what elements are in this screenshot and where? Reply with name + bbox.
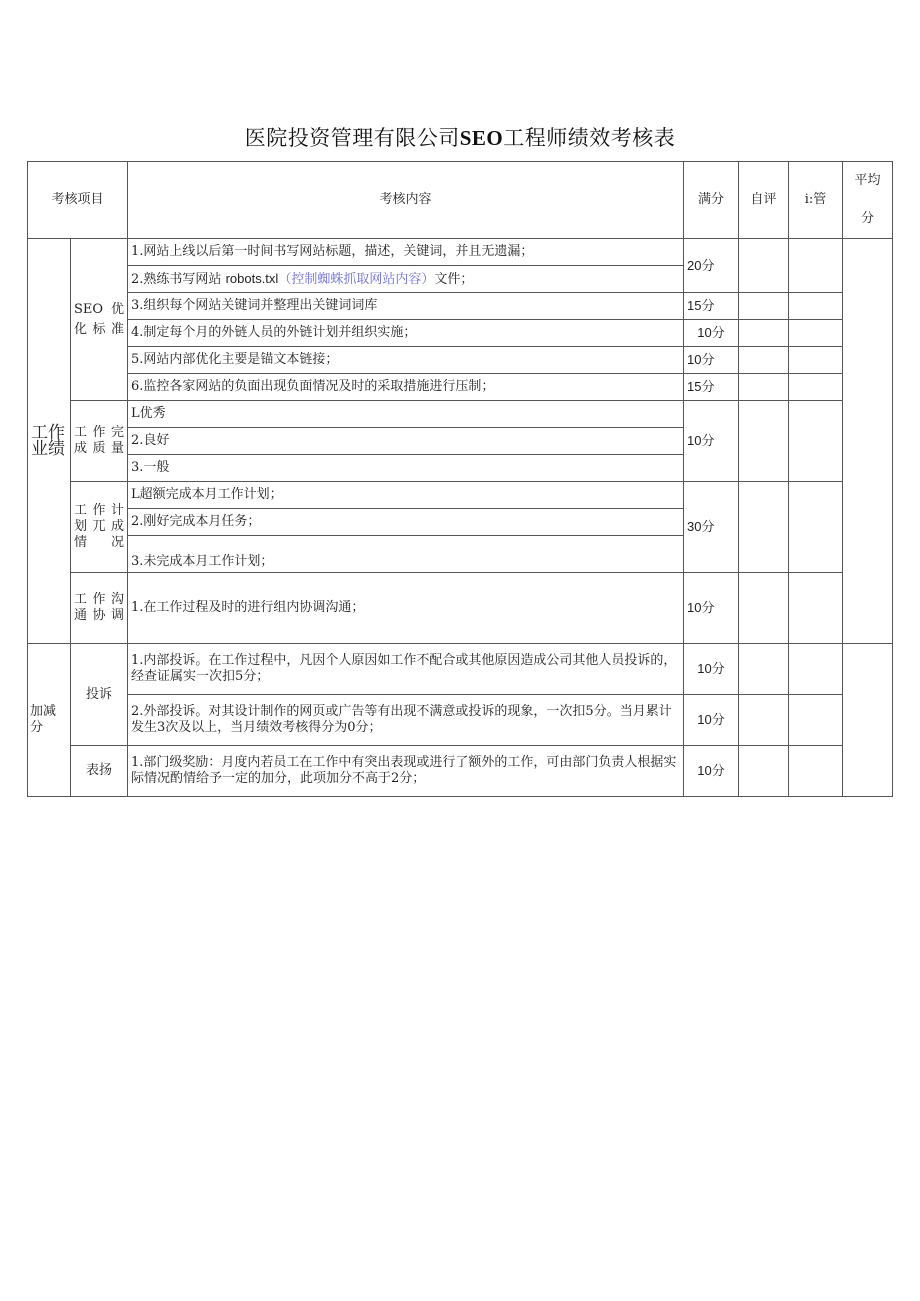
manager-cell[interactable]: [789, 401, 843, 482]
header-average-line1: 平均: [854, 173, 881, 188]
header-average: [843, 162, 893, 239]
header-content: 考核内容: [128, 162, 684, 239]
table-row: [28, 644, 893, 695]
seo-score-6: 15分: [684, 374, 739, 401]
seo-score-3: 15分: [684, 293, 739, 320]
header-manager: i:管: [789, 162, 843, 239]
sub-plan: 工作计划兀成情况: [71, 482, 128, 573]
comm-item: 1.在工作过程及时的进行组内协调沟通；: [128, 573, 684, 644]
comm-score: 10分: [684, 573, 739, 644]
manager-cell[interactable]: [789, 573, 843, 644]
table-row: [28, 695, 893, 746]
title-prefix: 医院投资管理有限公司: [244, 126, 460, 150]
self-cell[interactable]: [739, 695, 789, 746]
sub-complaint: 投诉: [71, 644, 128, 746]
assessment-table: [27, 161, 893, 797]
seo-item-2-text: 2.熟练书写网站: [131, 271, 222, 287]
seo-item-2-file: robots.txl: [225, 270, 279, 286]
manager-cell[interactable]: [789, 644, 843, 695]
seo-item-3: 3.组织每个网站关键词并整理出关键词词库: [128, 293, 684, 320]
seo-item-5: 5.网站内部优化主要是锚文本链接；: [128, 347, 684, 374]
table-row: [28, 374, 893, 401]
self-cell[interactable]: [739, 644, 789, 695]
sub-praise: 表扬: [71, 746, 128, 797]
seo-item-2-link: （控制蜘蛛抓取网站内容）: [278, 271, 435, 287]
plan-item-1: L超额完成本月工作计划；: [128, 482, 684, 509]
complaint-item-1: 1.内部投诉。在工作过程中，凡因个人原因如工作不配合或其他原因造成公司其他人员投诉的，经查证属实一次扣5分；: [128, 644, 684, 695]
category-bonus: 加减分: [28, 644, 71, 797]
seo-item-6: 6.监控各家网站的负面出现负面情况及时的采取措施进行压制；: [128, 374, 684, 401]
self-cell[interactable]: [739, 746, 789, 797]
quality-item-2: 2.良好: [128, 428, 684, 455]
manager-cell[interactable]: [789, 374, 843, 401]
header-row: [28, 162, 893, 239]
self-cell[interactable]: [739, 482, 789, 573]
table-row: [28, 401, 893, 428]
table-row: [28, 293, 893, 320]
self-cell[interactable]: [739, 347, 789, 374]
sub-seo: SEO优化标准: [71, 239, 128, 401]
header-self-eval: 自评: [739, 162, 789, 239]
table-row: [28, 482, 893, 509]
seo-item-2: [128, 266, 684, 293]
plan-score: 30分: [684, 482, 739, 573]
seo-score-1: 20分: [684, 239, 739, 293]
seo-item-2-tail: 文件；: [434, 271, 474, 287]
manager-cell[interactable]: [789, 239, 843, 293]
self-cell[interactable]: [739, 320, 789, 347]
seo-score-5: 10分: [684, 347, 739, 374]
self-cell[interactable]: [739, 239, 789, 293]
quality-score: 10分: [684, 401, 739, 482]
manager-cell[interactable]: [789, 746, 843, 797]
table-row: [28, 347, 893, 374]
quality-item-1: L优秀: [128, 401, 684, 428]
praise-item: 1.部门级奖励：月度内若员工在工作中有突出表现或进行了额外的工作，可由部门负责人根据实际情况酌情给予一定的加分，此项加分不高于2分；: [128, 746, 684, 797]
average-cell[interactable]: [843, 644, 893, 797]
self-cell[interactable]: [739, 293, 789, 320]
complaint-score-2: 10分: [684, 695, 739, 746]
manager-cell[interactable]: [789, 320, 843, 347]
plan-item-3: 3.未完成本月工作计划；: [128, 536, 684, 573]
sub-communication: 工作沟通协调: [71, 573, 128, 644]
manager-cell[interactable]: [789, 347, 843, 374]
page-title: [0, 122, 920, 152]
sub-quality: 工作完成质量: [71, 401, 128, 482]
self-cell[interactable]: [739, 401, 789, 482]
self-cell[interactable]: [739, 573, 789, 644]
table-row: [28, 573, 893, 644]
praise-score: 10分: [684, 746, 739, 797]
seo-item-1: 1.网站上线以后第一时间书写网站标题，描述，关键词，并且无遗漏；: [128, 239, 684, 266]
header-average-line2: 分: [861, 211, 875, 226]
manager-cell[interactable]: [789, 482, 843, 573]
seo-item-4: 4.制定每个月的外链人员的外链计划并组织实施；: [128, 320, 684, 347]
header-item: 考核项目: [28, 162, 128, 239]
category-performance: 工作业绩: [28, 239, 71, 644]
seo-score-4: 10分: [684, 320, 739, 347]
plan-item-2: 2.刚好完成本月任务；: [128, 509, 684, 536]
header-full-score: 满分: [684, 162, 739, 239]
manager-cell[interactable]: [789, 293, 843, 320]
title-suffix: 工程师绩效考核表: [503, 126, 676, 150]
self-cell[interactable]: [739, 374, 789, 401]
table-row: [28, 746, 893, 797]
table-row: [28, 320, 893, 347]
table-row: [28, 239, 893, 266]
manager-cell[interactable]: [789, 695, 843, 746]
complaint-score-1: 10分: [684, 644, 739, 695]
quality-item-3: 3.一般: [128, 455, 684, 482]
title-en: SEO: [459, 126, 504, 150]
average-cell[interactable]: [843, 239, 893, 644]
complaint-item-2: 2.外部投诉。对其设计制作的网页或广告等有出现不满意或投诉的现象，一次扣5分。当月累计发生3次及以上，当月绩效考核得分为0分；: [128, 695, 684, 746]
